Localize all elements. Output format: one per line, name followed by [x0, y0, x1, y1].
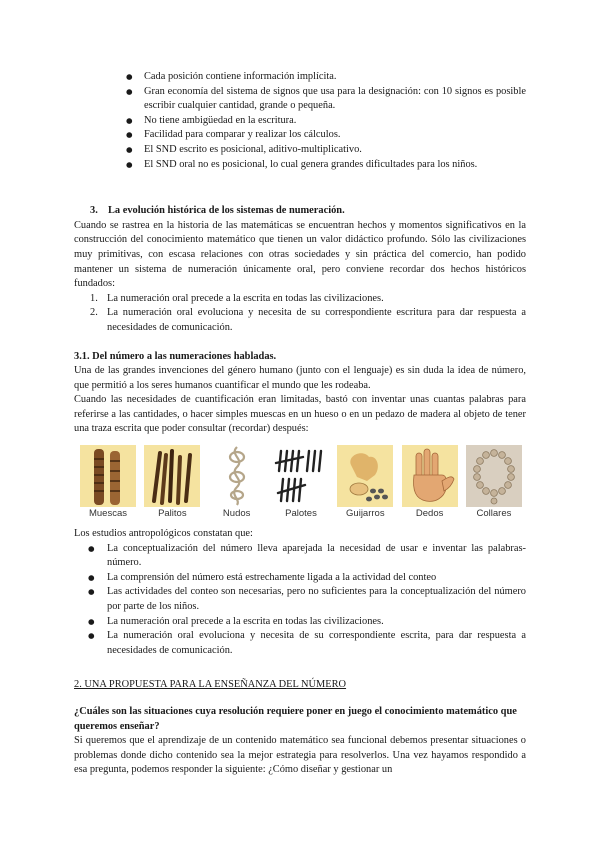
spn-properties-list	[74, 70, 526, 172]
item-number: 2.	[90, 307, 98, 319]
section-number: 3.	[90, 205, 98, 217]
figure-caption: Dedos	[415, 508, 444, 520]
figure-caption: Palotes	[285, 508, 317, 520]
list-item: ● El SND escrito es posicional, aditivo-multiplicativo.	[74, 143, 526, 158]
list-item: ● La numeración oral precede a la escrita en todas las civilizaciones.	[74, 615, 526, 630]
knotted-rope-icon	[209, 445, 265, 507]
figure-caption: Nudos	[222, 508, 251, 520]
counting-hand-icon	[402, 445, 458, 507]
list-item: ● El SND oral no es posicional, lo cual genera grandes dificultades para los niños.	[74, 158, 526, 173]
question-heading: ¿Cuáles son las situaciones cuya resolución requiere poner en juego el conocimiento matemático que queremos enseñar?	[74, 706, 517, 732]
item-number: 1.	[90, 292, 98, 304]
list-item	[74, 292, 526, 307]
list-item: ● La comprensión del número está estrechamente ligada a la actividad del conteo	[74, 571, 526, 586]
figure-muescas	[80, 445, 136, 523]
pebbles-icon	[337, 445, 393, 507]
paragraph: Una de las grandes invenciones del género humano (junto con el lenguaje) es sin duda la idea de número, que permitió a los seres humanos cuantificar el mundo que les rodeaba.	[74, 365, 526, 391]
section-3-intro: Cuando se rastrea en la historia de las matemáticas se encuentran hechos y momentos significativos en la construcción del conocimiento matemático que tienen un valor didáctico profundo. Sólo las civilizaciones muy primitivas, con escasa relaciones con otras sociedades y sin práctica del comercio, han podido mantener un sistema de numeración únicamente oral, pero conviene recordar dos hechos históricos fundados:	[74, 219, 526, 290]
figure-dedos	[402, 445, 458, 523]
bead-necklace-icon	[466, 445, 522, 507]
tally-marks-icon	[273, 445, 329, 507]
section-2-heading: 2. UNA PROPUESTA PARA LA ENSEÑANZA DEL NÚMERO	[74, 679, 347, 691]
figure-caption: Collares	[476, 508, 512, 520]
figure-caption: Guijarros	[346, 508, 385, 520]
historical-facts-list	[74, 292, 526, 336]
item-text: La numeración oral precede a la escrita en todas las civilizaciones.	[107, 292, 384, 304]
paragraph: Si queremos que el aprendizaje de un contenido matemático sea funcional debemos presentar situaciones o problemas donde dicho contenido sea la mejor estrategia para resolverlos. Una vez hayamos respondido a esa pregunta, podemos responder la siguiente: ¿Cómo diseñar y gestionar un	[74, 735, 526, 776]
section-3-heading	[74, 204, 526, 219]
figure-caption: Palitos	[158, 508, 187, 520]
figure-palitos	[144, 445, 200, 523]
figure-palotes	[273, 445, 329, 523]
figure-caption: Muescas	[88, 508, 127, 520]
section-3-1-heading: 3.1. Del número a las numeraciones habladas.	[74, 350, 277, 362]
list-item: ● Gran economía del sistema de signos que usa para la designación: con 10 signos es posible escribir cualquier cantidad, grande o pequeña.	[74, 85, 526, 114]
list-item: ● Las actividades del conteo son necesarias, pero no suficientes para la conceptualización del número por parte de los niños.	[74, 585, 526, 614]
paragraph: Los estudios antropológicos constatan que:	[74, 528, 253, 540]
paragraph: Cuando las necesidades de cuantificación eran limitadas, bastó con inventar unas cuantas palabras para referirse a las cantidades, o hacer simples muescas en un hueso o en un pedazo de madera al objeto de tener una traza escrita que poder consultar (recordar) después:	[74, 394, 526, 435]
anthropological-findings-list	[74, 542, 526, 659]
list-item: ● La conceptualización del número lleva aparejada la necesidad de usar e inventar las palabras-número.	[74, 542, 526, 571]
list-item: ● No tiene ambigüedad en la escritura.	[74, 114, 526, 129]
notched-sticks-icon	[80, 445, 136, 507]
counting-methods-figure	[80, 445, 522, 523]
list-item	[74, 306, 526, 335]
list-item: ● Facilidad para comparar y realizar los cálculos.	[74, 128, 526, 143]
figure-nudos	[209, 445, 265, 523]
figure-guijarros	[337, 445, 393, 523]
section-title: La evolución histórica de los sistemas de numeración.	[108, 205, 345, 217]
sticks-icon	[144, 445, 200, 507]
list-item: ● Cada posición contiene información implícita.	[74, 70, 526, 85]
figure-collares	[466, 445, 522, 523]
document-page	[74, 70, 526, 778]
list-item: ● La numeración oral evoluciona y necesita de su correspondiente escrita, para dar respuesta a necesidades de comunicación.	[74, 629, 526, 658]
item-text: La numeración oral evoluciona y necesita de su correspondiente escritura para dar respuesta a necesidades de comunicación.	[107, 307, 526, 333]
